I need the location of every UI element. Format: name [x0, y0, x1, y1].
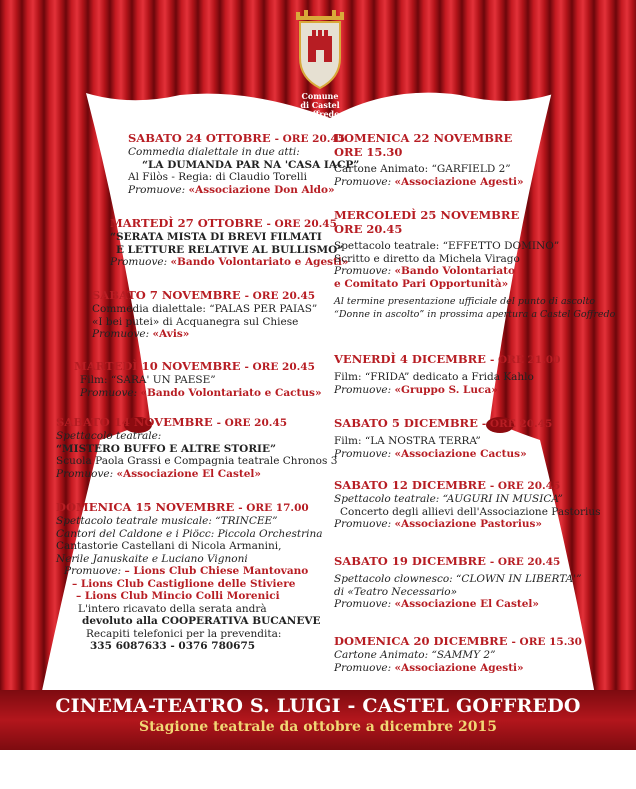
- promoter: «Associazione Don Aldo»: [188, 183, 335, 196]
- event-day: MARTEDÌ 10 NOVEMBRE: [74, 359, 241, 373]
- event-title: “MISTERO BUFFO E ALTRE STORIE”: [56, 442, 276, 455]
- event-22-novembre: [334, 131, 524, 188]
- event-note: “Donne in ascolto” in prossima apertura a Castel Goffredo: [334, 308, 616, 320]
- promoter: e Comitato Pari Opportunità»: [334, 277, 509, 290]
- event-day: SABATO 14 NOVEMBRE: [56, 415, 213, 429]
- event-note: devoluto alla COOPERATIVA BUCANEVE: [82, 615, 321, 627]
- promo-label: Promuove:: [56, 467, 114, 480]
- promoter: «Bando Volontariato e Agesti»: [170, 256, 349, 268]
- event-12-dicembre: [334, 478, 601, 531]
- promo-label: Promuove:: [334, 661, 392, 674]
- event-10-novembre: [74, 359, 322, 399]
- event-day: DOMENICA 20 DICEMBRE: [334, 634, 508, 648]
- event-day: SABATO 12 DICEMBRE: [334, 478, 486, 492]
- event-14-novembre: [56, 415, 337, 480]
- event-line: Spettacolo clownesco: “CLOWN IN LIBERTA'”: [334, 573, 582, 585]
- event-time: - ORE 20.45: [481, 418, 553, 430]
- promoter: «Bando Volontariato: [394, 265, 516, 277]
- promo-label: Promuove:: [334, 518, 392, 530]
- promoter: «Associazione Agesti»: [394, 661, 524, 674]
- event-line: Spettacolo teatrale: “EFFETTO DOMINO”: [334, 240, 560, 252]
- event-line: Scuola Paola Grassi e Compagnia teatrale Chronos 3: [56, 455, 338, 467]
- event-19-dicembre: [334, 554, 582, 611]
- crest-shield-icon: [290, 6, 350, 92]
- event-24-ottobre: [128, 131, 359, 196]
- event-day: MERCOLEDÌ 25 NOVEMBRE: [334, 208, 520, 222]
- footer-band: [0, 691, 636, 750]
- promo-label: Promuove:: [334, 447, 392, 460]
- promo-label: Promuove:: [334, 383, 392, 396]
- event-time: - ORE 20.45: [266, 218, 337, 230]
- event-day: SABATO 24 OTTOBRE: [128, 131, 271, 145]
- event-line: Film: “FRIDA” dedicato a Frida Kahlo: [334, 371, 534, 383]
- event-5-dicembre: [334, 416, 552, 460]
- event-line: Commedia dialettale: “PALAS PER PAIAS”: [92, 303, 318, 315]
- event-day: SABATO 5 DICEMBRE: [334, 416, 478, 430]
- event-day: DOMENICA 15 NOVEMBRE: [56, 500, 235, 514]
- event-27-ottobre: [110, 216, 348, 269]
- event-line: Cartone Animato: “GARFIELD 2”: [334, 163, 511, 175]
- event-20-dicembre: [334, 634, 582, 674]
- event-line: Cantastorie Castellani di Nicola Armanini,: [56, 540, 282, 552]
- event-time: - ORE 15.30: [511, 636, 582, 648]
- promo-label: Promuove:: [64, 565, 122, 577]
- promoter: – Lions Club Castiglione delle Stiviere: [72, 577, 296, 590]
- event-line: Cantori del Caldone e i Piöcc: Piccola Orchestrina: [56, 527, 323, 540]
- event-line: Spettacolo teatrale:: [56, 430, 162, 442]
- event-25-novembre: [334, 208, 615, 321]
- event-day: SABATO 7 NOVEMBRE: [92, 288, 241, 302]
- event-day: DOMENICA 22 NOVEMBRE: [334, 131, 513, 145]
- event-line: Scritto e diretto da Michela Virago: [334, 252, 520, 265]
- event-line: Commedia dialettale in due atti:: [128, 146, 300, 158]
- event-time: ORE 15.30: [334, 145, 403, 159]
- event-day: SABATO 19 DICEMBRE: [334, 554, 486, 568]
- event-time: - ORE 20.45: [274, 133, 346, 145]
- promo-label: Promuove:: [92, 328, 150, 340]
- promo-label: Promuove:: [334, 598, 392, 610]
- phones-label: Recapiti telefonici per la prevendita:: [86, 627, 282, 640]
- promoter: «Associazione Cactus»: [394, 447, 527, 460]
- event-line: Cartone Animato: “SAMMY 2”: [334, 649, 496, 661]
- promoter: – Lions Club Mincio Colli Morenici: [76, 590, 280, 602]
- event-title: “LA DUMANDA PAR NA 'CASA IACP”: [142, 158, 360, 171]
- promoter: «Bando Volontariato e Cactus»: [140, 386, 322, 399]
- promo-label: Promuove:: [128, 183, 186, 196]
- event-line: Concerto degli allievi dell'Associazione Pastorius: [340, 505, 601, 518]
- promoter: «Associazione Pastorius»: [394, 518, 542, 530]
- promo-label: Promuove:: [110, 256, 168, 268]
- event-4-dicembre: [334, 352, 560, 396]
- event-time: - ORE 20.45: [244, 290, 316, 302]
- event-time: ORE 20.45: [334, 222, 403, 236]
- promoter: «Gruppo S. Luca»: [394, 383, 498, 396]
- event-15-novembre: [56, 500, 323, 653]
- event-time: - ORE 20.45: [216, 417, 288, 429]
- promoter: «Avis»: [152, 328, 190, 340]
- crest-caption-line2: di Castel Goffredo: [300, 100, 340, 119]
- event-time: - ORE 17.00: [238, 502, 309, 514]
- event-title: E LETTURE RELATIVE AL BULLISMO”: [116, 243, 344, 256]
- event-line: Spettacolo teatrale musicale: “TRINCEE”: [56, 515, 278, 527]
- phones: 335 6087633 - 0376 780675: [90, 640, 256, 652]
- event-day: MARTEDÌ 27 OTTOBRE: [110, 216, 263, 230]
- municipal-crest: [290, 6, 350, 119]
- event-7-novembre: [92, 288, 317, 341]
- event-line: Spettacolo teatrale: “AUGURI IN MUSICA”: [334, 493, 563, 505]
- event-line: Nerile Januskaite e Luciano Vignoni: [56, 552, 248, 565]
- venue-title: CINEMA-TEATRO S. LUIGI - CASTEL GOFFREDO: [55, 695, 581, 717]
- season-subtitle: Stagione teatrale da ottobre a dicembre 2015: [138, 719, 497, 735]
- promoter: «Associazione El Castel»: [394, 598, 539, 610]
- event-time: - ORE 20.45: [489, 480, 561, 492]
- event-note: L'intero ricavato della serata andrà: [78, 602, 267, 615]
- event-time: - ORE 20.45: [244, 361, 315, 373]
- event-line: «I bei putei» di Acquanegra sul Chiese: [92, 315, 299, 328]
- event-note: Al termine presentazione ufficiale del punto di ascolto: [334, 296, 596, 307]
- promoter: «Associazione El Castel»: [116, 467, 261, 480]
- promo-label: Promuove:: [334, 265, 392, 277]
- event-line: Film: “LA NOSTRA TERRA”: [334, 435, 481, 447]
- promoter: «Associazione Agesti»: [394, 175, 524, 188]
- event-title: “SERATA MISTA DI BREVI FILMATI: [110, 231, 322, 243]
- event-line: Al Filòs - Regia: di Claudio Torelli: [128, 171, 307, 183]
- promo-label: Promuove:: [334, 175, 392, 188]
- crest-caption-line1: Comune: [301, 91, 339, 101]
- event-time: - ORE 20.45: [489, 556, 561, 568]
- event-line: Film: “SARA' UN PAESE”: [80, 374, 216, 386]
- promo-label: Promuove:: [80, 386, 138, 399]
- event-time: - ORE 21.00: [489, 354, 561, 366]
- promoter: – Lions Club Chiese Mantovano: [124, 565, 309, 577]
- event-line: di «Teatro Necessario»: [334, 585, 458, 598]
- event-day: VENERDÌ 4 DICEMBRE: [334, 352, 486, 366]
